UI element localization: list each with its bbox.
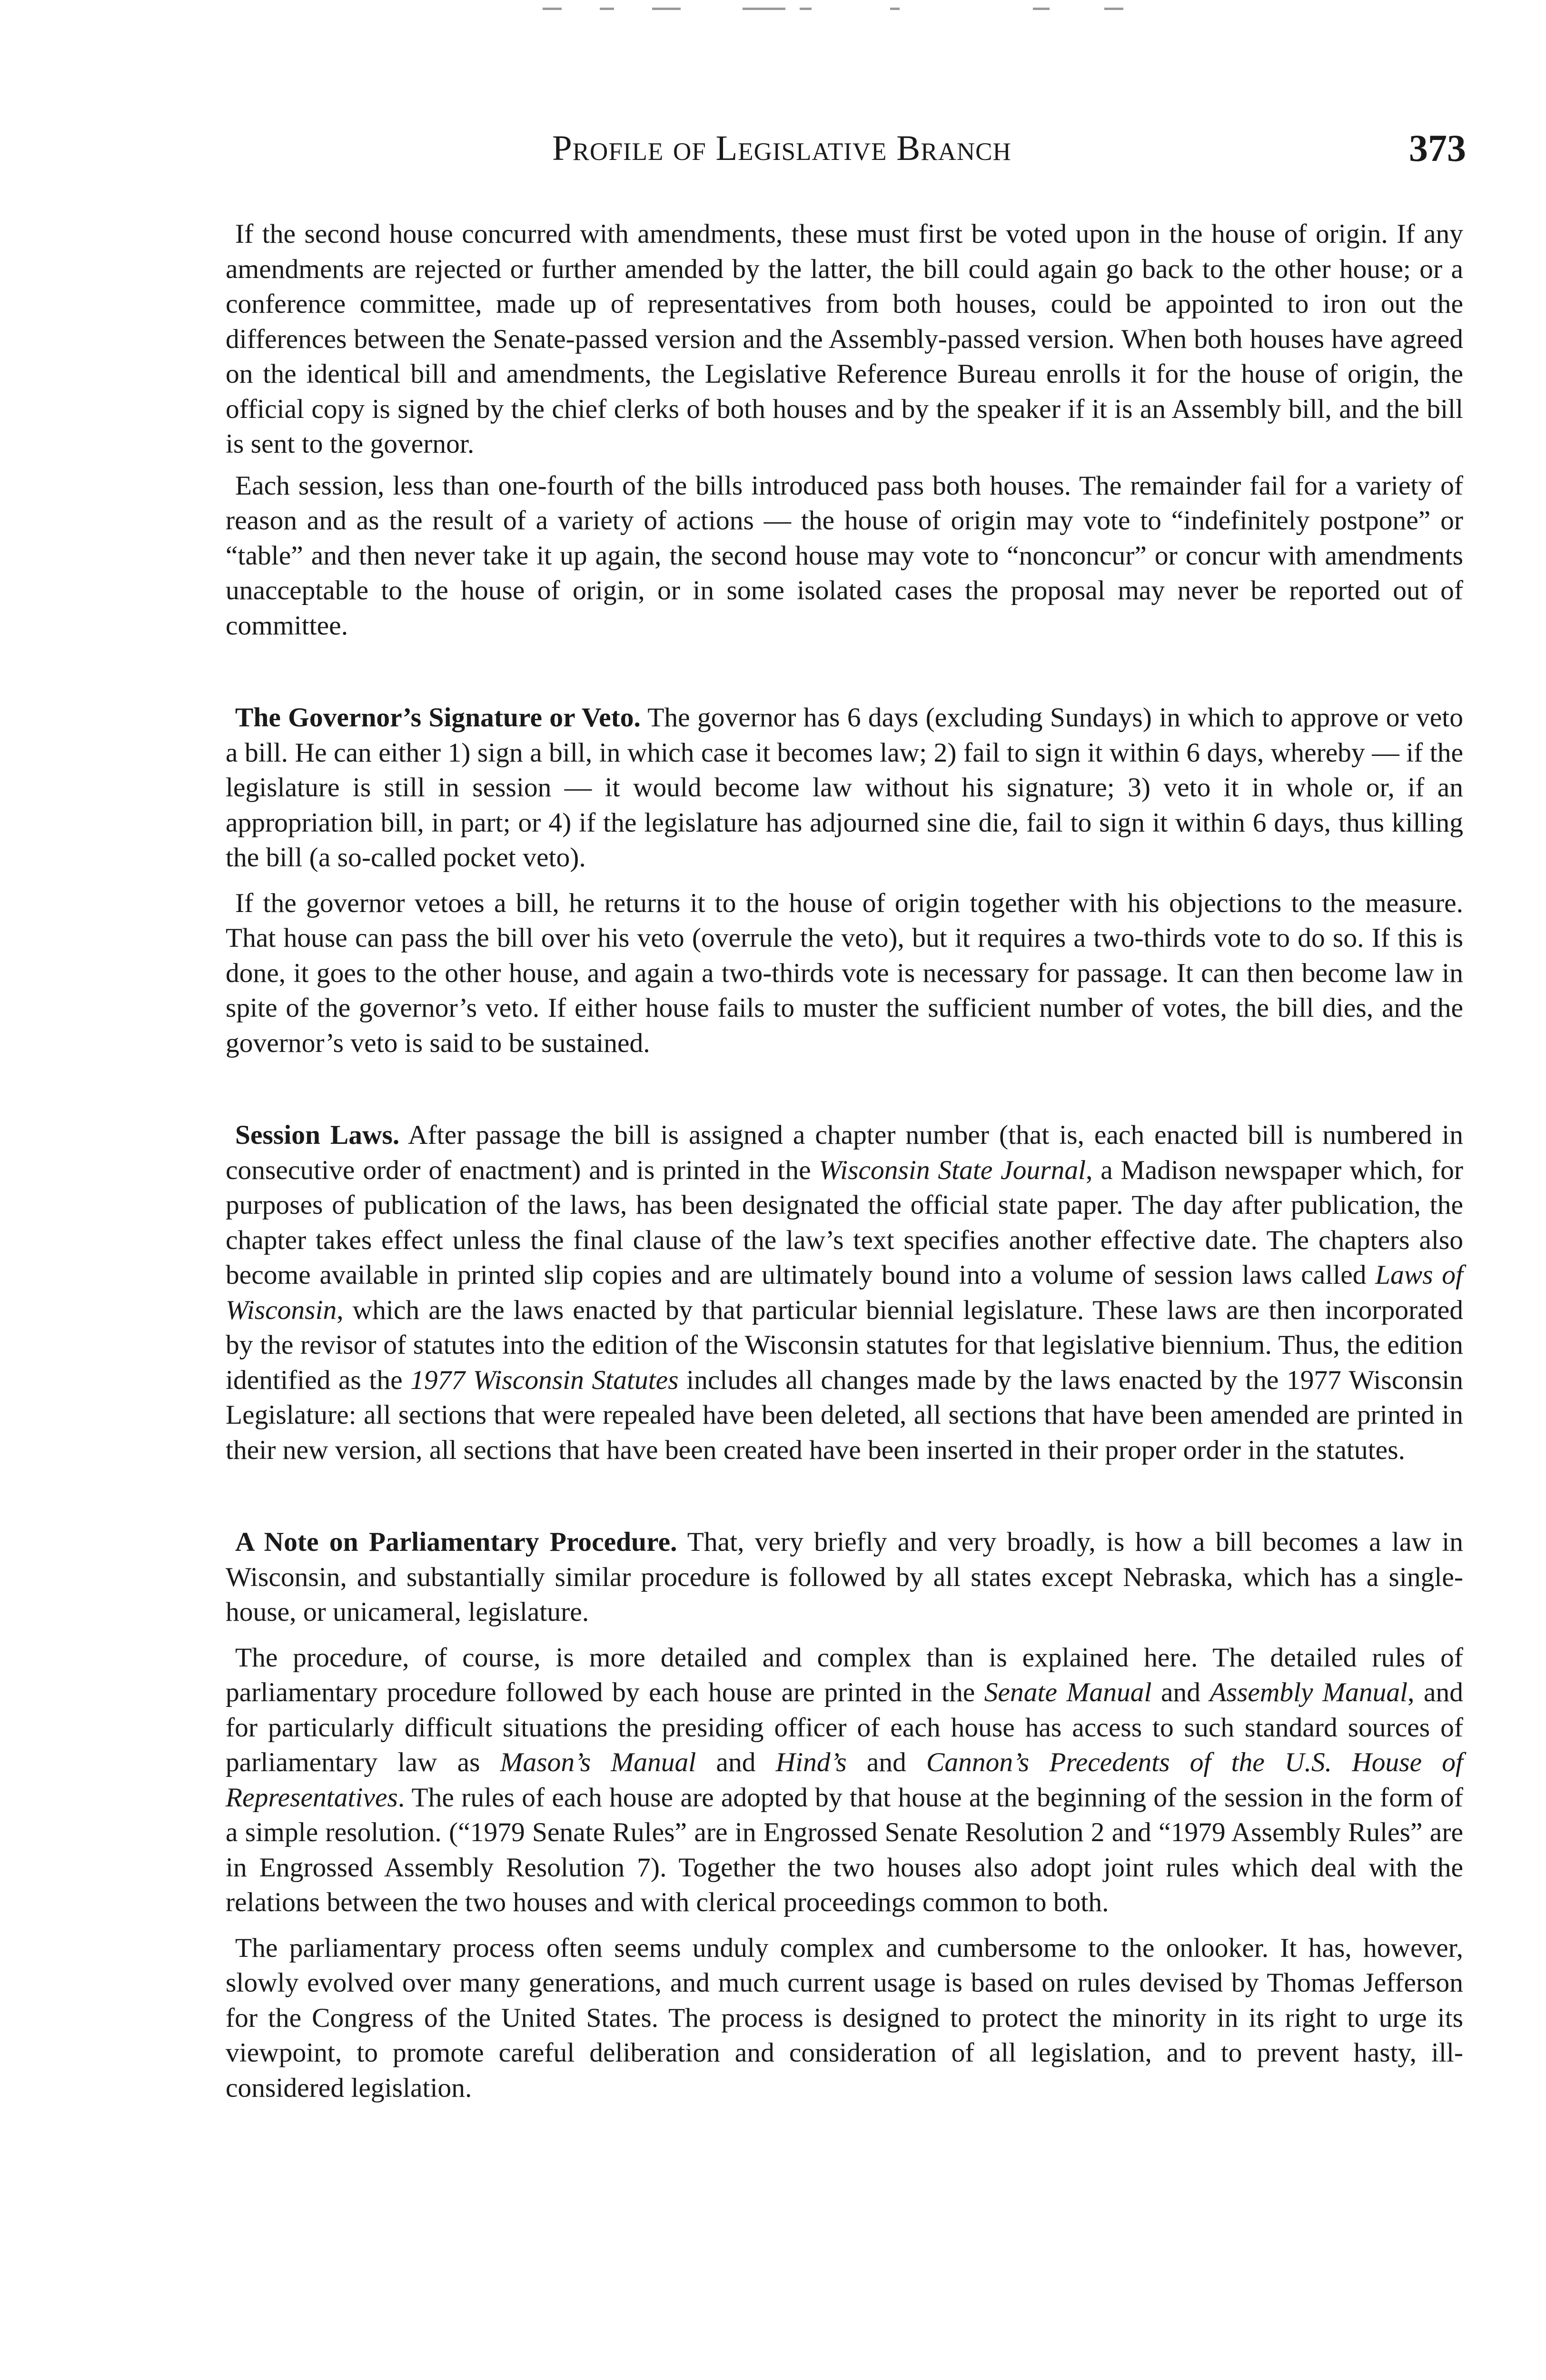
paragraph-text: . The rules of each house are adopted by that house at the beginning of the session in the form of a simple resolution. (“1979 Senate Rules” are in Engrossed Senate Resolution 2 and “1979 Assembly Rules” are in Engrossed Assembly Resolution 7). Together the two houses also adopt joint rules which deal with the relations between the two houses and with clerical proceedings common to both. bbox=[226, 1782, 1463, 1917]
section-heading: The Governor’s Signature or Veto. bbox=[235, 703, 641, 733]
italic-title: Cannon’s Precedents of the U.S. House of Representatives bbox=[226, 1747, 1463, 1813]
paragraph-text: , and for particularly difficult situations the presiding officer of each house has access to such standard sources of parliamentary law as bbox=[226, 1677, 1463, 1777]
paragraph-veto bbox=[226, 886, 1463, 1061]
paragraph-text: , a Madison newspaper which, for purposes of publication of the laws, has been designated the official state paper. The day after publication, the chapter takes effect unless the final clause of the law’s text specifies another effective date. The chapters also become available in printed slip copies and are ultimately bound into a volume of session laws called bbox=[226, 1155, 1463, 1290]
paragraph-text: The governor has 6 days (excluding Sundays) in which to approve or veto a bill. He can either 1) sign a bill, in which case it becomes law; 2) fail to sign it within 6 days, whereby — if the legislature is still in session — it would become law without his signature; 3) veto it in whole or, if an appropriation bill, in part; or 4) if the legislature has adjourned sine die, fail to sign it within 6 days, thus killing the bill (a so-called pocket veto). bbox=[226, 703, 1463, 873]
paragraph-text: If the second house concurred with amendments, these must first be voted upon in the house of origin. If any amendments are rejected or further amended by the latter, the bill could again go back to the other house; or a conference committee, made up of representatives from both houses, could be appointed to iron out the differences between the Senate-passed version and the Assembly-passed version. When both houses have agreed on the identical bill and amendments, the Legislative Reference Bureau enrolls it for the house of origin, the official copy is signed by the chief clerks of both houses and by the speaker if it is an Assembly bill, and the bill is sent to the governor. bbox=[226, 219, 1463, 459]
paragraph-parliamentary-process bbox=[226, 1931, 1463, 2106]
paragraph-amendments bbox=[226, 217, 1463, 462]
page-number: 373 bbox=[1409, 128, 1466, 169]
paragraph-procedure-detail bbox=[226, 1640, 1463, 1920]
scan-artifacts bbox=[543, 8, 1209, 13]
paragraph-text: and bbox=[1151, 1677, 1210, 1707]
section-heading: Session Laws. bbox=[235, 1120, 400, 1150]
section-session-laws bbox=[226, 1118, 1463, 1468]
paragraph-text: , which are the laws enacted by that particular biennial legislature. These laws are then incorporated by the revisor of statutes into the edition of the Wisconsin statutes for that legislative biennium. Thus, the edition identified as the bbox=[226, 1295, 1463, 1395]
paragraph-text: The parliamentary process often seems unduly complex and cumbersome to the onlooker. It has, however, slowly evolved over many generations, and much current usage is based on rules devised by Thomas Jefferson for the Congress of the United States. The process is designed to protect the minority in its right to urge its viewpoint, to promote careful deliberation and consideration of all legislation, and to prevent hasty, ill-considered legislation. bbox=[226, 1933, 1463, 2103]
italic-title: Mason’s Manual bbox=[500, 1747, 696, 1777]
paragraph-text: includes all changes made by the laws enacted by the 1977 Wisconsin Legislature: all sections that were repealed have been deleted, all sections that have been amended are printed in their new version, all sections that have been created have been inserted in their proper order in the statutes. bbox=[226, 1365, 1463, 1465]
paragraph-session-bills bbox=[226, 468, 1463, 644]
paragraph-text: and bbox=[696, 1747, 776, 1777]
running-title: Profile of Legislative Branch bbox=[552, 129, 1011, 168]
paragraph-text: and bbox=[846, 1747, 926, 1777]
section-governors-signature bbox=[226, 700, 1463, 875]
paragraph-text: Each session, less than one-fourth of the bills introduced pass both houses. The remainder fail for a variety of reason and as the result of a variety of actions — the house of origin may vote to “indefinitely postpone” or “table” and then never take it up again, the second house may vote to “nonconcur” or concur with amendments unacceptable to the house of origin, or in some isolated cases the proposal may never be reported out of committee. bbox=[226, 470, 1463, 641]
section-heading: A Note on Parliamentary Procedure. bbox=[235, 1527, 677, 1557]
italic-title: Hind’s bbox=[775, 1747, 847, 1777]
running-header bbox=[228, 125, 1466, 172]
paragraph-text: The procedure, of course, is more detailed and complex than is explained here. The detailed rules of parliamentary procedure followed by each house are printed in the bbox=[226, 1642, 1463, 1707]
italic-title: Senate Manual bbox=[984, 1677, 1152, 1707]
section-parliamentary-procedure bbox=[226, 1525, 1463, 1630]
italic-title: 1977 Wisconsin Statutes bbox=[410, 1365, 679, 1395]
body-text bbox=[226, 217, 1463, 2105]
italic-title: Laws of Wisconsin bbox=[226, 1260, 1464, 1325]
italic-title: Wisconsin State Journal bbox=[819, 1155, 1086, 1185]
paragraph-text: That, very briefly and very broadly, is how a bill becomes a law in Wisconsin, and substantially similar procedure is followed by all states except Nebraska, which has a single-house, or unicameral, legislature. bbox=[226, 1527, 1463, 1627]
italic-title: Assembly Manual bbox=[1209, 1677, 1408, 1707]
paragraph-text: After passage the bill is assigned a chapter number (that is, each enacted bill is numbered in consecutive order of enactment) and is printed in the bbox=[226, 1120, 1463, 1185]
paragraph-text: If the governor vetoes a bill, he returns it to the house of origin together with his objections to the measure. That house can pass the bill over his veto (overrule the veto), but it requires a two-thirds vote to do so. If this is done, it goes to the other house, and again a two-thirds vote is necessary for passage. It can then become law in spite of the governor’s veto. If either house fails to muster the sufficient number of votes, the bill dies, and the governor’s veto is said to be sustained. bbox=[226, 888, 1463, 1058]
